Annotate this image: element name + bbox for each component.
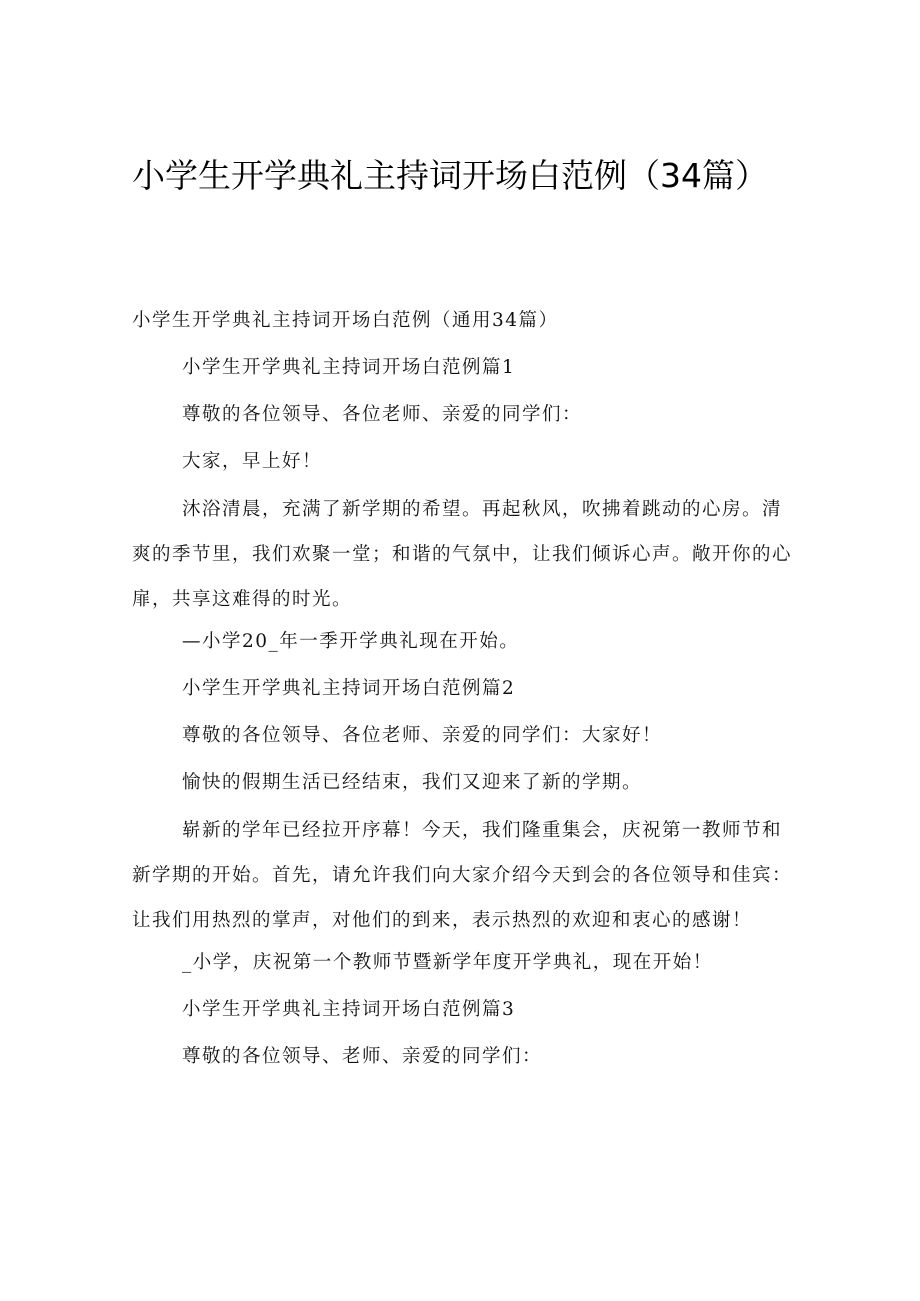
- paragraph-holiday: 愉快的假期生活已经结束，我们又迎来了新的学期。: [182, 772, 643, 793]
- document-body: [132, 303, 792, 1086]
- section-heading-1: 小学生开学典礼主持词开场白范例篇1: [182, 357, 516, 378]
- paragraph-ceremony-start: _小学，庆祝第一个教师节暨新学年度开学典礼，现在开始！: [182, 952, 713, 973]
- paragraph-subtitle: 小学生开学典礼主持词开场白范例（通用34篇）: [132, 310, 559, 331]
- section-heading-2: 小学生开学典礼主持词开场白范例篇2: [182, 678, 516, 699]
- paragraph-greeting-2: 尊敬的各位领导、各位老师、亲爱的同学们：大家好！: [182, 725, 663, 746]
- paragraph-greeting-3: 尊敬的各位领导、老师、亲爱的同学们：: [182, 1046, 543, 1067]
- paragraph-opening: 沐浴清晨，充满了新学期的希望。再起秋风，吹拂着跳动的心房。清爽的季节里，我们欢聚一堂；和谐的气氛中，让我们倾诉心声。敞开你的心扉，共享这难得的时光。: [132, 499, 793, 610]
- paragraph-greeting: 尊敬的各位领导、各位老师、亲爱的同学们：: [182, 404, 583, 425]
- paragraph-start: —小学20_年一季开学典礼现在开始。: [182, 631, 520, 652]
- paragraph-new-year: 崭新的学年已经拉开序幕！今天，我们隆重集会，庆祝第一教师节和新学期的开始。首先，请允许我们向大家介绍今天到会的各位领导和佳宾：让我们用热烈的掌声，对他们的到来，表示热烈的欢迎和衷心的感谢！: [132, 820, 793, 931]
- paragraph-good-morning: 大家，早上好！: [182, 451, 323, 472]
- document-title: 小学生开学典礼主持词开场白范例（34篇）: [132, 156, 768, 195]
- section-heading-3: 小学生开学典礼主持词开场白范例篇3: [182, 999, 516, 1020]
